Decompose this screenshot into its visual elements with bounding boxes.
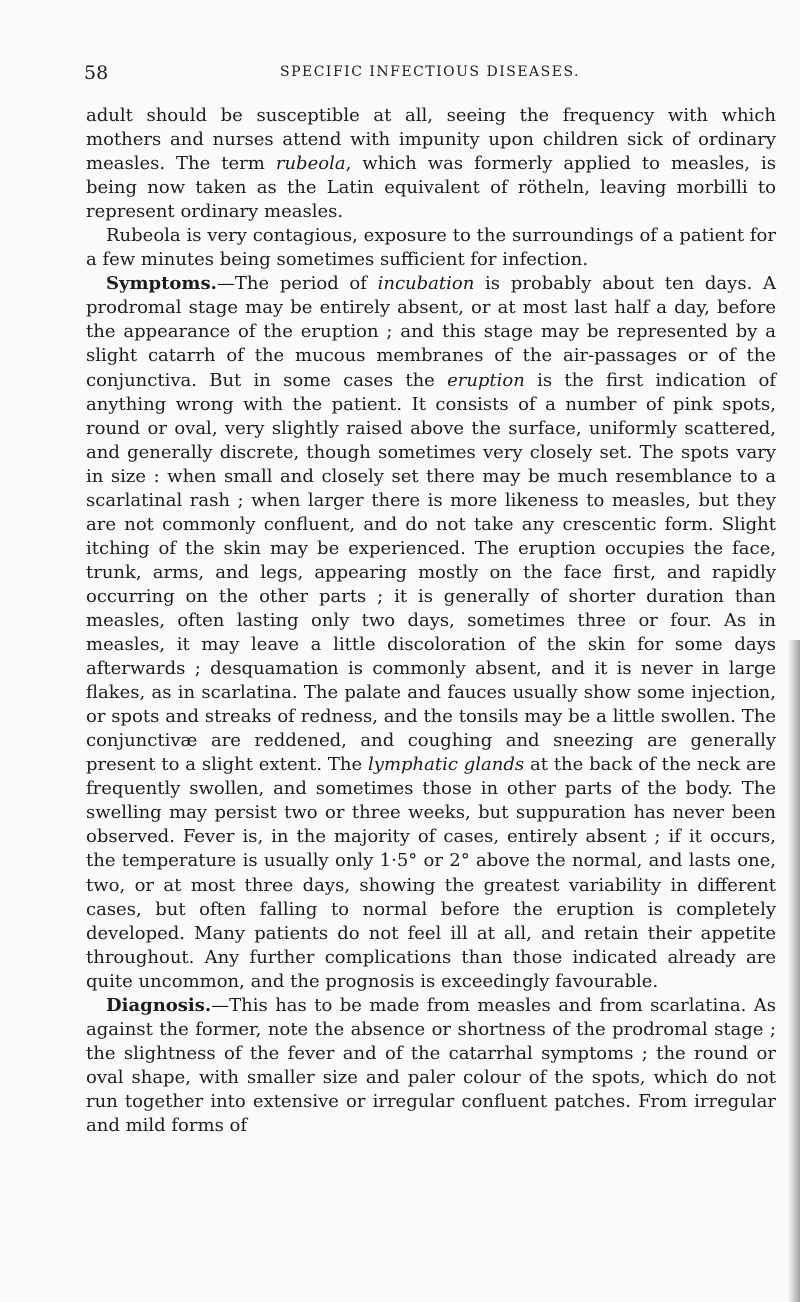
text-run: —The period of [216,273,378,295]
italic-term-rubeola: rubeola [275,153,346,175]
paragraph-rubeola-terminology [86,104,776,224]
paragraph-symptoms [86,272,776,993]
page-number: 58 [84,62,109,84]
section-heading-symptoms: Symptoms. [106,273,217,295]
text-run: , which was formerly applied to measles, is being now taken as the Latin equivalent of rötheln, leaving morbilli to represent ordinary measles. [86,153,776,223]
paragraph-diagnosis [86,994,776,1138]
page-header [84,62,776,86]
section-heading-diagnosis: Diagnosis. [106,994,212,1016]
page-edge-shadow [788,640,800,1302]
running-head: SPECIFIC INFECTIOUS DISEASES. [279,64,581,80]
paragraph-contagion [86,224,776,272]
text-run: adult should be susceptible at all, seeing the frequency with which mothers and nurses attend with impunity upon children sick of ordinary measles. The term [86,105,776,175]
text-run: at the back of the neck are frequently swollen, and sometimes those in other parts of the body. The swelling may persist two or three weeks, but suppuration has never been observed. Fever is, in the majority of cases, entirely absent ; if it occurs, the temperature is usually only 1·5° or 2° above the normal, and lasts one, two, or at most three days, showing the greatest variability in different cases, but often falling to normal before the eruption is completely developed. Many patients do not feel ill at all, and retain their appetite throughout. Any further complications than those indicated already are quite uncommon, and the prognosis is exceedingly favourable. [86,754,777,992]
text-run: Rubeola is very contagious, exposure to the surroundings of a patient for a few minutes being sometimes sufficient for infection. [86,225,776,271]
italic-term-lymphatic-glands: lymphatic glands [368,754,525,776]
italic-term-eruption: eruption [447,369,525,391]
body-text [86,104,776,1138]
text-run: is probably about ten days. A prodromal stage may be entirely absent, or at most last half a day, before the appearance of the eruption ; and this stage may be represented by a slight catarrh of the mucous membranes of the air-passages or of the conjunctiva. But in some cases the [86,273,776,391]
text-run: is the first indication of anything wrong with the patient. It consists of a number of pink spots, round or oval, very slightly raised above the surface, uniformly scattered, and generally discrete, though sometimes very closely set. The spots vary in size : when small and closely set there may be much resemblance to a scarlatinal rash ; when larger there is more likeness to measles, but they are not commonly confluent, and do not take any crescentic form. Slight itching of the skin may be experienced. The eruption occupies the face, trunk, arms, and legs, appearing mostly on the face first, and rapidly occurring on the other parts ; it is generally of shorter duration than measles, often lasting only two days, sometimes three or four. As in measles, it may leave a little discoloration of the skin for some days afterwards ; desquamation is commonly absent, and it is never in large flakes, as in scarlatina. The palate and fauces usually show some injection, or spots and streaks of redness, and the tonsils may be a little swollen. The conjunctivæ are reddened, and coughing and sneezing are generally present to a slight extent. The [86,369,776,776]
text-run: —This has to be made from measles and from scarlatina. As against the former, note the absence or shortness of the prodromal stage ; the slightness of the fever and of the catarrhal symptoms ; the round or oval shape, with smaller size and paler colour of the spots, which do not run together into extensive or irregular confluent patches. From irregular and mild forms of [86,994,776,1136]
italic-term-incubation: incubation [377,273,475,295]
